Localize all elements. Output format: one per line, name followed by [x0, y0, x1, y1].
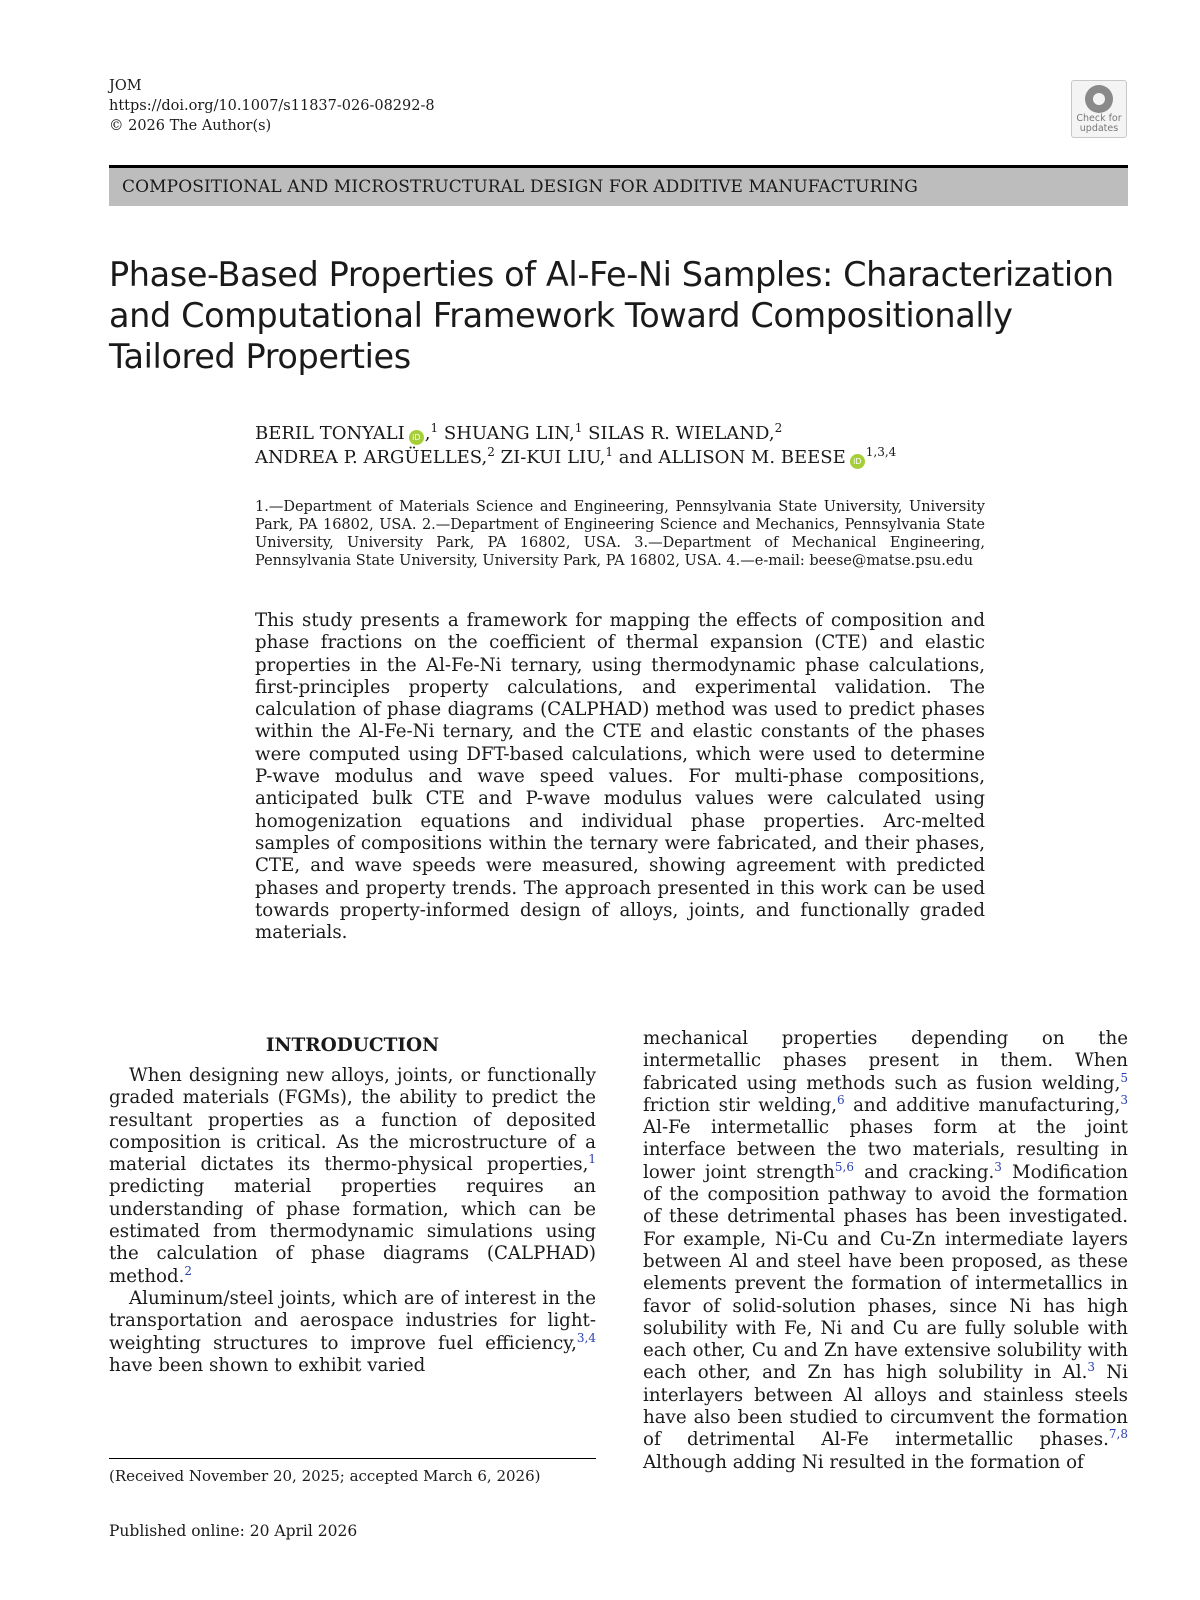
- check-for-updates-button[interactable]: [1071, 80, 1127, 138]
- section-heading-introduction: INTRODUCTION: [265, 1035, 440, 1056]
- section-banner-text: COMPOSITIONAL AND MICROSTRUCTURAL DESIGN FOR ADDITIVE MANUFACTURING: [122, 177, 918, 197]
- author-5: ZI-KUI LIU,: [500, 447, 606, 468]
- orcid-icon[interactable]: iD: [850, 454, 865, 469]
- footnote-rule: [109, 1458, 596, 1459]
- author-5-affil: 1: [605, 445, 614, 459]
- citation-link[interactable]: 3: [1120, 1092, 1128, 1107]
- author-2-affil: 1: [574, 421, 583, 435]
- author-3-affil: 2: [774, 421, 783, 435]
- abstract: This study presents a framework for mapping the effects of composition and phase fractions on the coefficient of thermal expansion (CTE) and elastic properties in the Al-Fe-Ni ternary, using thermodynamic phase calculations, first-principles property calculations, and experimental validation. The calculation of phase diagrams (CALPHAD) method was used to predict phases within the Al-Fe-Ni ternary, and the CTE and elastic constants of the phases were computed using DFT-based calculations, which were used to determine P-wave modulus and wave speed values. For multi-phase compositions, anticipated bulk CTE and P-wave modulus values were calculated using homogenization equations and individual phase properties. Arc-melted samples of compositions within the ternary were fabricated, and their phases, CTE, and wave speeds were measured, showing agreement with predicted phases and property trends. The approach presented in this work can be used towards property-informed design of alloys, joints, and functionally graded materials.: [255, 610, 985, 944]
- check-updates-icon: [1085, 85, 1113, 113]
- paragraph: When designing new alloys, joints, or functionally graded materials (FGMs), the ability to predict the resultant properties as a function of deposited composition is critical. As the microstructure of a material dictates its thermo-physical properties,$^1$ predicting material properties requires an understanding of phase formation, which can be estimated from thermodynamic simulations using the calculation of phase diagrams (CALPHAD) method.$^2$: [109, 1065, 596, 1287]
- citation-link[interactable]: 1: [588, 1152, 596, 1167]
- copyright: © 2026 The Author(s): [109, 118, 272, 134]
- author-1-affil: 1: [430, 421, 439, 435]
- citation-link[interactable]: 3: [994, 1159, 1002, 1174]
- received-footnote: (Received November 20, 2025; accepted March 6, 2026): [109, 1467, 541, 1485]
- body-column-left: [109, 1065, 596, 1377]
- citation-link[interactable]: 3: [1087, 1360, 1096, 1375]
- badge-line-2: updates: [1079, 123, 1119, 134]
- author-4-affil: 2: [487, 445, 495, 459]
- author-6: and ALLISON M. BEESE: [618, 447, 846, 468]
- author-1: BERIL TONYALI: [255, 423, 405, 444]
- doi-link[interactable]: https://doi.org/10.1007/s11837-026-08292-8: [109, 98, 435, 114]
- citation-link[interactable]: 5,6: [834, 1159, 854, 1174]
- paragraph: Aluminum/steel joints, which are of interest in the transportation and aerospace industries for light-weighting structures to improve fuel efficiency,$^{3,4}$ have been shown to exhibit varied: [109, 1287, 596, 1376]
- citation-link[interactable]: 3,4: [576, 1330, 596, 1345]
- citation-link[interactable]: 5: [1120, 1070, 1128, 1085]
- orcid-icon[interactable]: iD: [409, 430, 424, 445]
- badge-line-1: Check for: [1076, 113, 1122, 124]
- author-3: SILAS R. WIELAND,: [588, 423, 775, 444]
- paragraph: mechanical properties depending on the intermetallic phases present in them. When fabricated using methods such as fusion welding,$^5$ friction stir welding,$^6$ and additive manufacturing,$^3$ Al-Fe intermetallic phases form at the joint interface between the two materials, resulting in lower joint strength$^{5,6}$ and cracking.$^3$ Modification of the composition pathway to avoid the formation of these detrimental phases has been investigated. For example, Ni-Cu and Cu-Zn intermediate layers between Al and steel have been proposed, as these elements prevent the formation of intermetallics in favor of solid-solution phases, since Ni has high solubility with Fe, Ni and Cu are fully soluble with each other, Cu and Zn have extensive solubility with each other, and Zn has high solubility in Al.$^3$ Ni interlayers between Al alloys and stainless steels have also been studied to circumvent the formation of detrimental Al-Fe intermetallic phases.$^{7,8}$ Although adding Ni resulted in the formation of: [643, 1028, 1128, 1473]
- journal-header: [109, 76, 435, 136]
- citation-link[interactable]: 2: [184, 1263, 193, 1278]
- affiliations: 1.—Department of Materials Science and Engineering, Pennsylvania State University, University Park, PA 16802, USA. 2.—Department of Engineering Science and Mechanics, Pennsylvania State University, University Park, PA 16802, USA. 3.—Department of Mechanical Engineering, Pennsylvania State University, University Park, PA 16802, USA. 4.—e-mail: beese@matse.psu.edu: [255, 499, 985, 569]
- journal-name: JOM: [109, 78, 142, 94]
- published-online: Published online: 20 April 2026: [109, 1522, 358, 1540]
- article-title: Phase-Based Properties of Al-Fe-Ni Samples: Characterization and Computational Framework Toward Compositionally Tailored Properties: [109, 255, 1114, 376]
- citation-link[interactable]: 7,8: [1108, 1427, 1128, 1442]
- author-4: ANDREA P. ARGÜELLES,: [255, 447, 488, 468]
- citation-link[interactable]: 6: [837, 1092, 845, 1107]
- body-column-right: [643, 1028, 1128, 1474]
- section-banner: [109, 168, 1128, 206]
- author-list: BERIL TONYALI iD ,$^1$ SHUANG LIN,$^1$ SILAS R. WIELAND,$^2$ ANDREA P. ARGÜELLES,$^2$ ZI-KUI LIU,$^1$ and ALLISON M. BEESE iD$^{1,3,4}$: [255, 421, 897, 468]
- author-2: SHUANG LIN,: [443, 423, 575, 444]
- author-6-affil: 1,3,4: [865, 445, 897, 459]
